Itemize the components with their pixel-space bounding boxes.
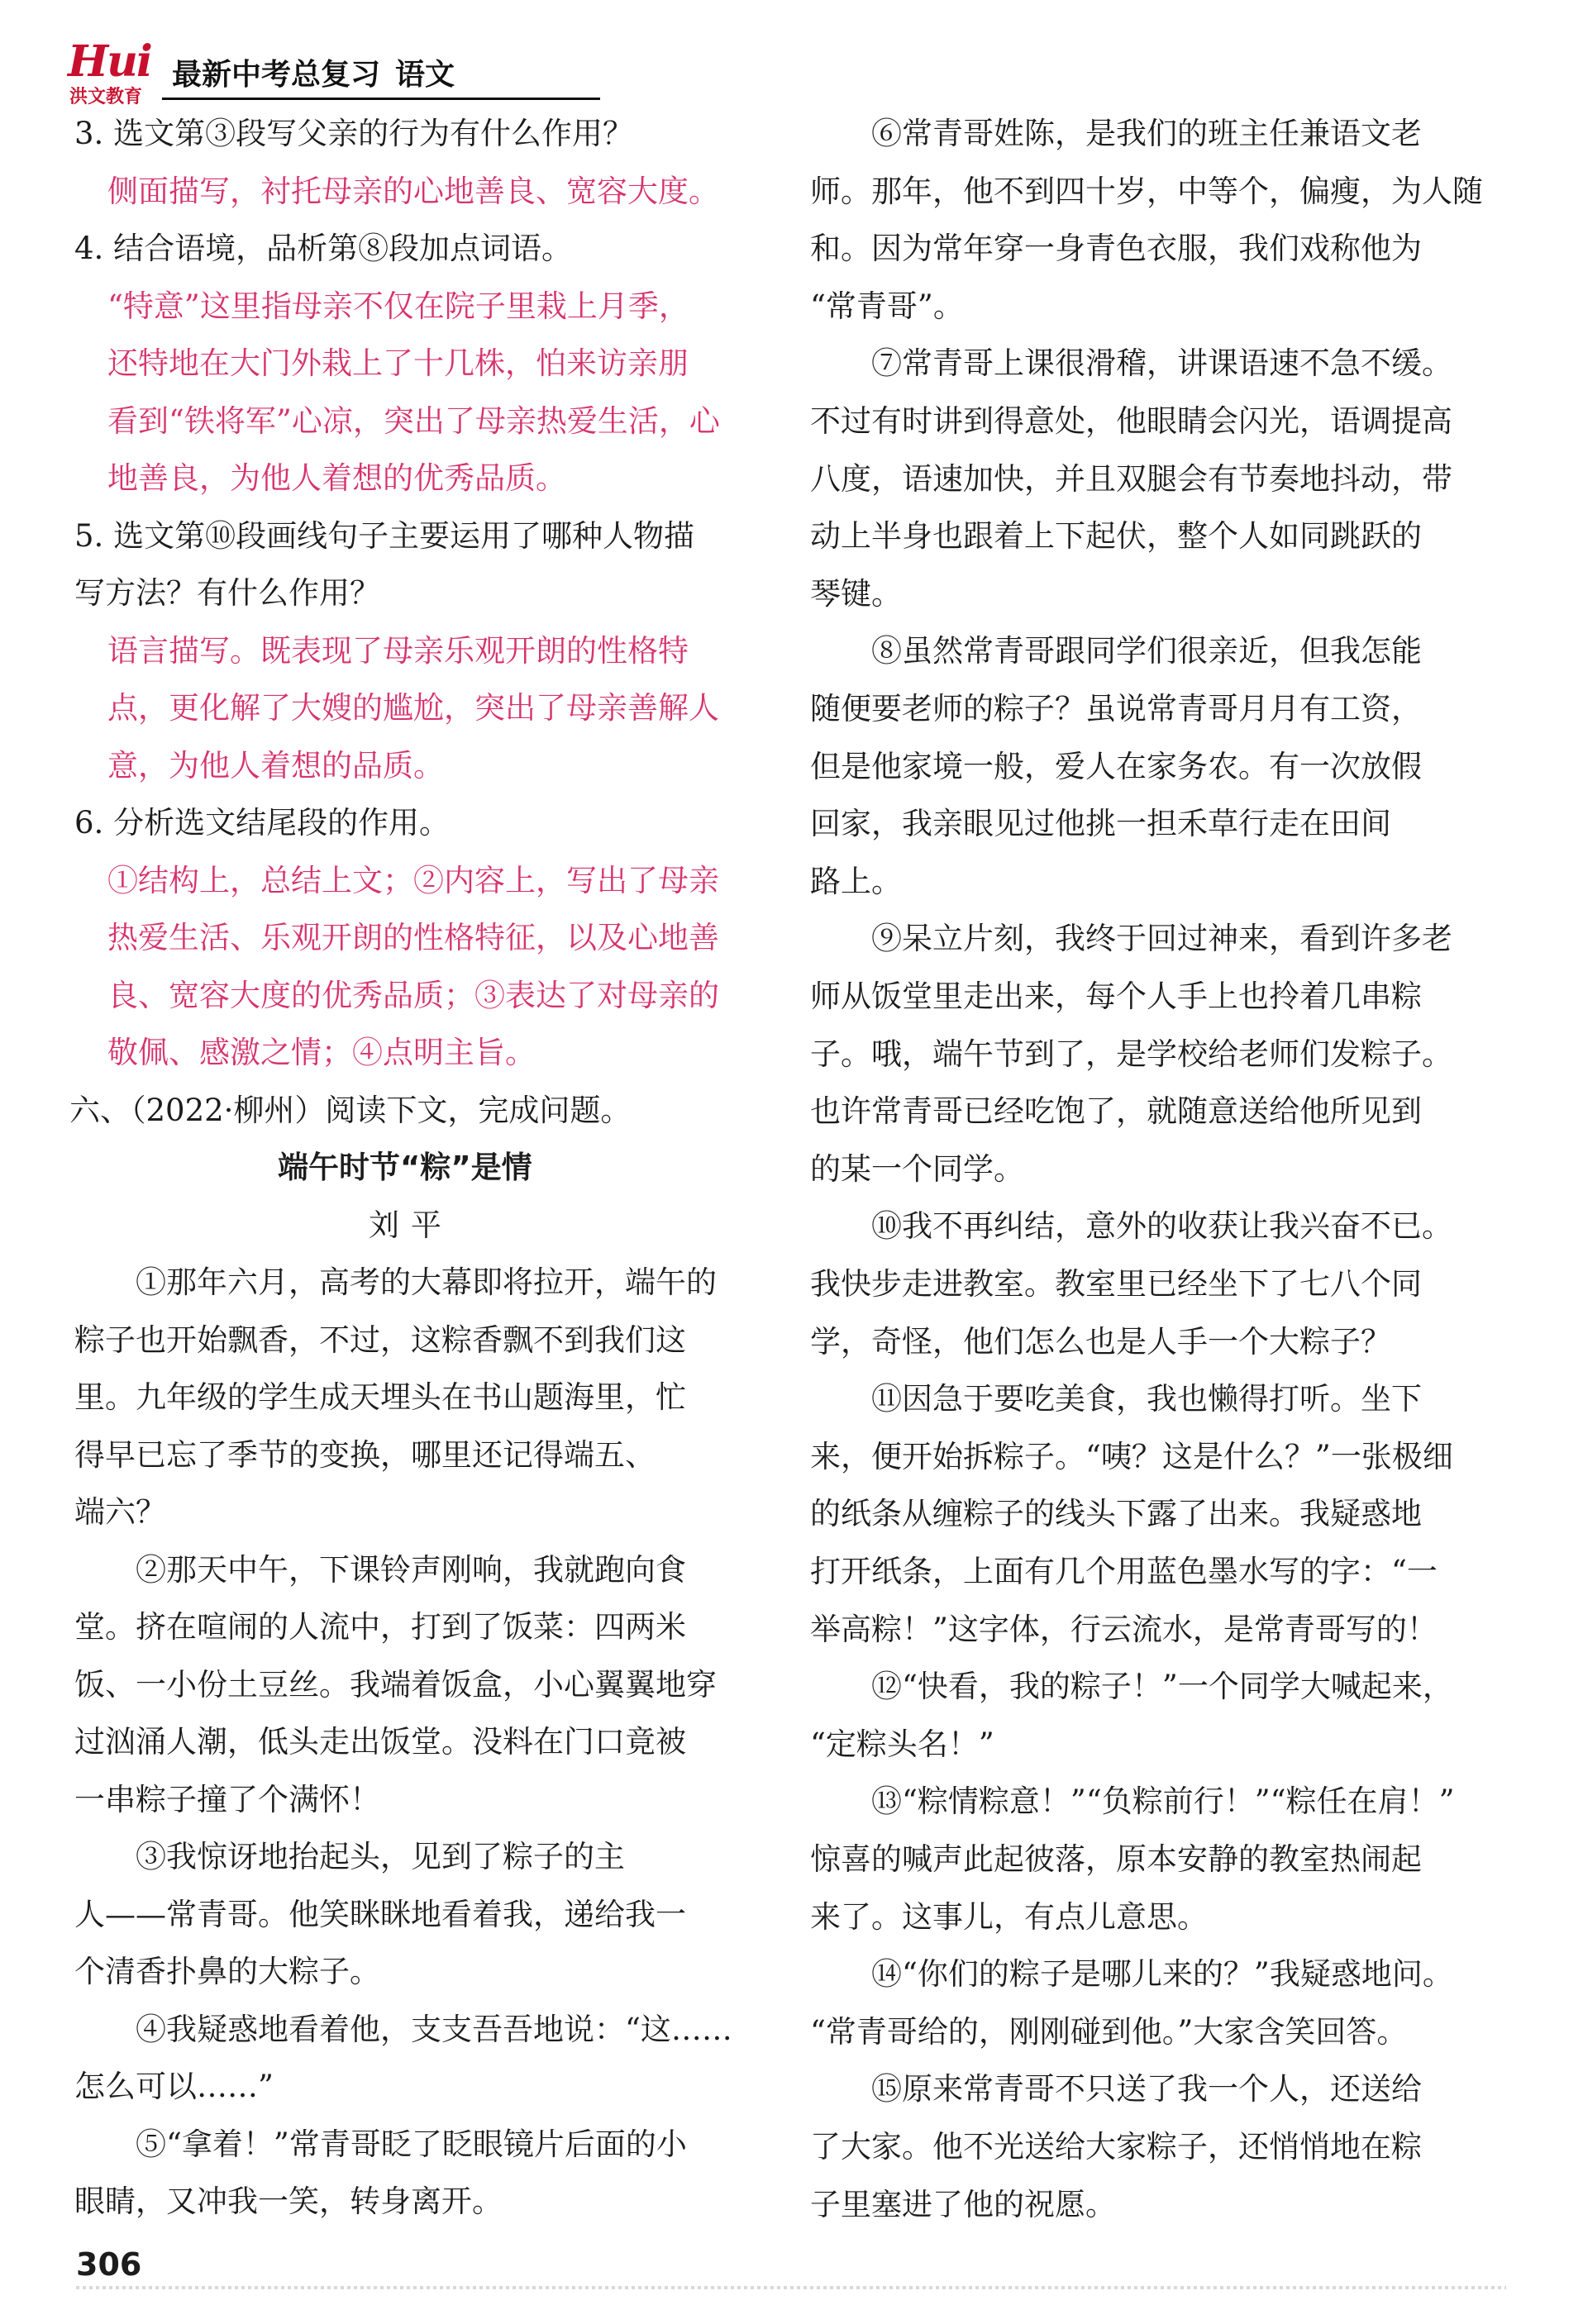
text-line-body: 八度，语速加快，并且双腿会有节奏地抖动，带 [810,460,1452,497]
text-line-body-indent: ④我疑惑地看着他，支支吾吾地说：“这…… [136,2011,732,2047]
text-line-section: 六、（2022·柳州）阅读下文，完成问题。 [69,1092,632,1128]
logo-mark: Hui [68,36,151,87]
text-line-answer: 侧面描写，衬托母亲的心地善良、宽容大度。 [107,173,719,209]
text-line-body-indent: ⑭“你们的粽子是哪儿来的？”我疑惑地问。 [871,1956,1453,1993]
text-line-answer: 还特地在大门外栽上了十几株，怕来访亲朋 [107,345,689,381]
page-header [64,36,527,107]
text-line-body: 子。哦，端午节到了，是学校给老师们发粽子。 [810,1036,1452,1072]
text-line-body: 学，奇怪，他们怎么也是人手一个大粽子？ [810,1323,1391,1360]
text-line-body: “常青哥给的，刚刚碰到他。”大家含笑回答。 [810,2013,1408,2050]
text-line-body: 过汹涌人潮，低头走出饭堂。没料在门口竟被 [74,1724,686,1760]
publisher-logo [64,36,165,107]
text-line-body-indent: ③我惊讶地抬起头，见到了粽子的主 [136,1839,625,1874]
text-line-body: 动上半身也跟着上下起伏，整个人如同跳跃的 [810,518,1422,555]
text-line-answer: 热爱生活、乐观开朗的性格特征，以及心地善 [107,920,719,955]
text-line-body: 但是他家境一般，爱人在家务农。有一次放假 [810,748,1422,784]
text-line-body: 来了。这事儿，有点儿意思。 [810,1898,1208,1935]
text-line-body: 也许常青哥已经吃饱了，就随意送给他所见到 [810,1093,1422,1130]
text-line-body: 举高粽！”这字体，行云流水，是常青哥写的！ [810,1611,1438,1647]
text-line-body: 堂。挤在喧闹的人流中，打到了饭菜：四两米 [74,1609,686,1645]
text-line-body: 不过有时讲到得意处，他眼睛会闪光，语调提高 [810,403,1452,439]
text-line-question: 6. 分析选文结尾段的作用。 [74,805,451,841]
text-line-body: 我快步走进教室。教室里已经坐下了七八个同 [810,1266,1422,1302]
text-line-body-indent: ②那天中午，下课铃声刚响，我就跑向食 [136,1551,686,1588]
text-line-question: 5. 选文第⑩段画线句子主要运用了哪种人物描 [74,517,695,554]
text-line-body: 师。那年，他不到四十岁，中等个，偏瘦，为人随 [810,173,1483,209]
text-line-body-indent: ⑩我不再纠结，意外的收获让我兴奋不已。 [871,1208,1452,1245]
text-line-body: 子里塞进了他的祝愿。 [810,2186,1116,2222]
text-line-body: 随便要老师的粽子？虽说常青哥月月有工资， [810,691,1422,726]
text-line-body: 一串粽子撞了个满怀！ [74,1781,380,1817]
text-line-body-indent: ⑥常青哥姓陈，是我们的班主任兼语文老 [871,116,1422,151]
text-line-body: 粽子也开始飘香，不过，这粽香飘不到我们这 [74,1322,686,1358]
text-line-body: 惊喜的喊声此起彼落，原本安静的教室热闹起 [810,1841,1422,1877]
subject-label: 语文 [395,58,455,92]
text-line-answer: 地善良，为他人着想的优秀品质。 [107,460,566,496]
header-rule [162,98,600,100]
text-line-author: 刘平 [369,1207,453,1243]
text-line-answer: “特意”这里指母亲不仅在院子里栽上月季， [107,288,689,324]
text-line-body: 人——常青哥。他笑眯眯地看着我，递给我一 [74,1896,686,1932]
text-line-body-indent: ①那年六月，高考的大幕即将拉开，端午的 [136,1264,717,1300]
text-line-body: 里。九年级的学生成天埋头在书山题海里，忙 [74,1379,686,1415]
text-line-question: 4. 结合语境，品析第⑧段加点词语。 [74,231,573,266]
text-line-body: 路上。 [810,863,902,899]
text-line-body: 的纸条从缠粽子的线头下露了出来。我疑惑地 [810,1496,1422,1532]
text-line-body: 个清香扑鼻的大粽子。 [74,1954,380,1989]
text-line-body: 和。因为常年穿一身青色衣服，我们戏称他为 [810,231,1422,267]
text-line-question: 写方法？有什么作用？ [74,575,380,611]
text-line-body-indent: ⑫“快看，我的粽子！”一个同学大喊起来， [871,1669,1453,1705]
text-line-answer: 看到“铁将军”心凉，突出了母亲热爱生活，心 [107,402,720,439]
footer-divider [76,2286,1506,2289]
text-line-answer: 点，更化解了大嫂的尴尬，突出了母亲善解人 [107,690,719,726]
text-line-body-indent: ⑤“拿着！”常青哥眨了眨眼镜片后面的小 [136,2126,687,2162]
text-line-answer: 良、宽容大度的优秀品质；③表达了对母亲的 [107,977,719,1013]
text-line-body: 怎么可以……” [74,2069,274,2104]
text-line-body: 眼睛，又冲我一笑，转身离开。 [74,2184,503,2219]
logo-subtitle: 洪文教育 [69,87,143,107]
text-line-body: 打开纸条，上面有几个用蓝色墨水写的字：“一 [810,1554,1438,1589]
text-line-body-indent: ⑪因急于要吃美食，我也懒得打听。坐下 [871,1381,1422,1417]
text-line-answer: ①结构上，总结上文；②内容上，写出了母亲 [107,862,719,898]
text-line-body-indent: ⑦常青哥上课很滑稽，讲课语速不急不缓。 [871,345,1452,382]
text-line-body: 得早已忘了季节的变换，哪里还记得端五、 [74,1436,656,1473]
text-line-body: “常青哥”。 [810,288,964,324]
text-line-body-indent: ⑧虽然常青哥跟同学们很亲近，但我怎能 [871,633,1422,669]
text-line-body: 饭、一小份土豆丝。我端着饭盒，小心翼翼地穿 [74,1666,717,1703]
text-line-body-indent: ⑮原来常青哥不只送了我一个人，还送给 [871,2071,1422,2107]
text-line-body: 回家，我亲眼见过他挑一担禾草行走在田间 [810,806,1391,842]
text-line-body: 端六？ [74,1494,166,1530]
text-line-body-indent: ⑨呆立片刻，我终于回过神来，看到许多老 [871,921,1452,957]
text-line-title: 端午时节“粽”是情 [278,1150,532,1185]
text-line-answer: 语言描写。既表现了母亲乐观开朗的性格特 [107,632,689,669]
text-line-body: “定粽头名！” [810,1726,994,1762]
text-line-body-indent: ⑬“粽情粽意！”“负粽前行！”“粽任在肩！” [871,1783,1455,1820]
text-line-body: 来，便开始拆粽子。“咦？这是什么？”一张极细 [810,1438,1453,1474]
text-line-answer: 敬佩、感激之情；④点明主旨。 [107,1035,536,1070]
text-line-body: 师从饭堂里走出来，每个人手上也拎着几串粽 [810,979,1422,1014]
text-line-body: 了大家。他不光送给大家粽子，还悄悄地在粽 [810,2129,1422,2164]
text-line-question: 3. 选文第③段写父亲的行为有什么作用？ [74,116,634,151]
book-title: 最新中考总复习 [172,58,381,92]
text-line-body: 琴键。 [810,575,902,612]
text-line-answer: 意，为他人着想的品质。 [107,747,444,783]
text-line-body: 的某一个同学。 [810,1150,1024,1187]
page-number: 306 [76,2246,142,2283]
